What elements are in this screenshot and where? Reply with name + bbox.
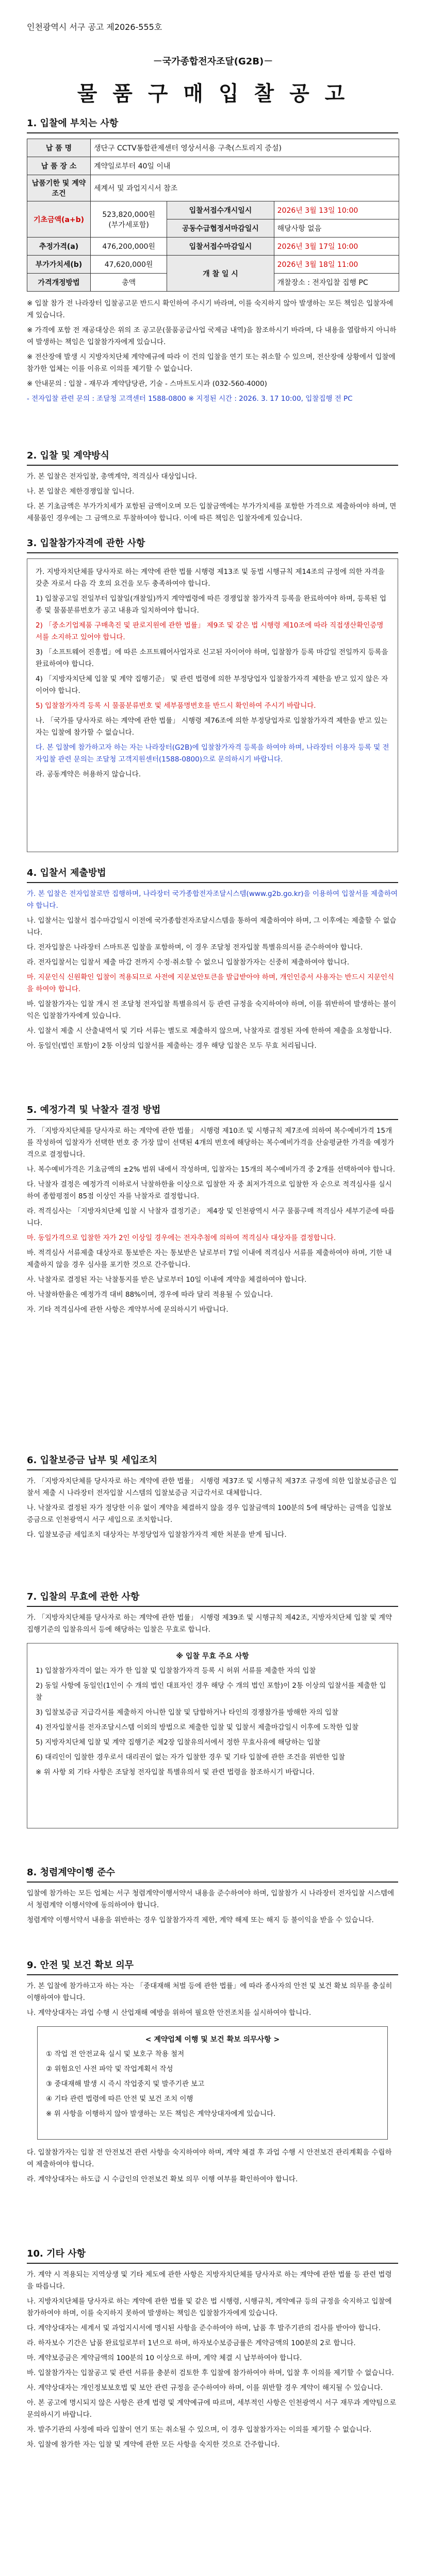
label-reg-end: 입찰서접수마감일시 [167, 238, 274, 256]
para-line: 사. 낙찰자로 결정된 자는 낙찰통지를 받은 날로부터 10일 이내에 계약을 체결하여야 합니다. [27, 1276, 307, 1284]
note-line: ※ 전산장애 발생 시 지방자치단체 계약예규에 따라 이 건의 입찰을 연기 또는 취소할 수 있으며, 전산장애 상황에서 입찰에 참가한 업체는 이를 이유로 이의를 제기할 수 없습니다. [27, 353, 396, 373]
box-line: 2) 동일 사항에 동일인(1인이 수 개의 법인 대표자인 경우 해당 수 개의 법인 포함)이 2통 이상의 입찰서를 제출한 입찰 [36, 1682, 386, 1702]
para-line: 나. 지방자치단체를 당사자로 하는 계약에 관한 법률 및 같은 법 시행령, 시행규칙, 계약예규 등의 규정을 숙지하고 입찰에 참가하여야 하며, 이를 숙지하지 못하여 발생하는 책임은 입찰참가자에게 있습니다. [27, 2297, 392, 2317]
box-line: 4) 전자입찰서를 전자조달시스템 이외의 방법으로 제출한 입찰 및 입찰서 제출마감일시 이후에 도착한 입찰 [36, 1723, 359, 1732]
value-place: 계약일로부터 40일 이내 [91, 157, 399, 175]
value-method: 총액 [91, 274, 167, 292]
para-line: 마. 계약보증금은 계약금액의 100분의 10 이상으로 하며, 계약 체결 시 납부하여야 합니다. [27, 2354, 302, 2362]
para-line: 사. 계약상대자는 개인정보보호법 및 보안 관련 규정을 준수하여야 하며, 이를 위반할 경우 계약이 해지될 수 있습니다. [27, 2384, 383, 2392]
section-3-heading: 3. 입찰참가자격에 관한 사항 [27, 536, 398, 553]
box-note: ※ 위 사항을 이행하지 않아 발생하는 모든 책임은 계약상대자에게 있습니다. [46, 2110, 276, 2118]
para-line: 마. 지문인식 신원확인 입찰이 적용되므로 사전에 지문보안토큰을 발급받아야 하며, 개인인증서 사용자는 반드시 지문인식을 하여야 합니다. [27, 973, 395, 993]
label-bond: 공동수급협정서마감일시 [167, 219, 274, 238]
para-line: 다. 낙찰자 결정은 예정가격 이하로서 낙찰하한율 이상으로 입찰한 자 중 최저가격으로 입찰한 자 순으로 적격심사를 실시하여 종합평점이 85점 이상인 자를 낙찰자로 결정합니다. [27, 1180, 392, 1200]
label-base: 기초금액(a+b) [27, 201, 91, 238]
label-name: 납 품 명 [27, 139, 91, 157]
para-line: 가. 「지방자치단체를 당사자로 하는 계약에 관한 법률」 시행령 제39조 및 시행규칙 제42조, 지방자치단체 입찰 및 계약 집행기준의 입찰유의서 등에 해당하는 입찰은 무효로 합니다. [27, 1614, 392, 1634]
invalid-bid-box [27, 1643, 398, 1828]
document-title: 물 품 구 매 입 찰 공 고 [77, 82, 349, 106]
note-line: ※ 입찰 참가 전 나라장터 입찰공고문 반드시 확인하여 주시기 바라며, 이를 숙지하지 않아 발생하는 모든 책임은 입찰자에게 있습니다. [27, 299, 394, 319]
section-8-heading: 8. 청렴계약이행 준수 [27, 1865, 398, 1883]
para-line: 가. 본 입찰에 참가하고자 하는 자는 「중대재해 처벌 등에 관한 법률」에 따라 종사자의 안전 및 보건 확보 의무를 충실히 이행하여야 합니다. [27, 1982, 392, 2002]
para-line: 다. 입찰참가자는 입찰 전 안전보건 관련 사항을 숙지하여야 하며, 계약 체결 후 과업 수행 시 안전보건 관리계획을 수립하여 제출하여야 합니다. [27, 2148, 392, 2168]
label-vat: 부가가치세(b) [27, 256, 91, 274]
box-line: ② 위험요인 사전 파악 및 작업계획서 작성 [46, 2065, 173, 2073]
section-3 [27, 536, 398, 852]
para-line: 아. 본 공고에 명시되지 않은 사항은 관계 법령 및 계약예규에 따르며, 세부적인 사항은 인천광역시 서구 재무과 계약팀으로 문의하시기 바랍니다. [27, 2399, 397, 2419]
safety-box-heading: < 계약업체 이행 및 보건 확보 의무사항 > [145, 2036, 280, 2044]
box-note: ※ 위 사항 외 기타 사항은 조달청 전자입찰 특별유의서 및 관련 법령을 참조하시기 바랍니다. [36, 1768, 315, 1776]
para-line: 나. 「국가를 당사자로 하는 계약에 관한 법률」 시행령 제76조에 의한 부정당업자로 입찰참가자격 제한을 받고 있는 자는 입찰에 참가할 수 없습니다. [36, 717, 388, 737]
para-line: 입찰에 참가하는 모든 업체는 서구 청렴계약이행서약서 내용을 준수하여야 하며, 입찰참가 시 나라장터 전자입찰 시스템에서 청렴계약 이행서약에 동의하여야 합니다. [27, 1889, 395, 1909]
section-1-notes [27, 298, 398, 405]
section-7 [27, 1589, 398, 1828]
section-4-heading: 4. 입찰서 제출방법 [27, 866, 398, 883]
para-line: 아. 낙찰하한율은 예정가격 대비 88%이며, 경우에 따라 달리 적용될 수 있습니다. [27, 1291, 273, 1299]
box-line: ③ 중대재해 발생 시 즉시 작업중지 및 발주기관 보고 [46, 2080, 205, 2088]
para-line: 가. 본 입찰은 전자입찰, 총액계약, 적격심사 대상입니다. [27, 472, 197, 481]
para-line: 라. 공동계약은 허용하지 않습니다. [36, 770, 141, 778]
para-line: 다. 전자입찰은 나라장터 스마트폰 입찰을 포함하며, 이 경우 조달청 전자입찰 특별유의서를 준수하여야 합니다. [27, 943, 363, 952]
section-6-heading: 6. 입찰보증금 납부 및 세입조치 [27, 1453, 398, 1470]
box-line: ① 작업 전 안전교육 실시 및 보호구 착용 철저 [46, 2050, 185, 2058]
para-line: 3) 「소프트웨어 진흥법」에 따른 소프트웨어사업자로 신고된 자이어야 하며, 입찰참가 등록 마감일 전일까지 등록을 완료하여야 합니다. [36, 648, 388, 668]
value-bond: 해당사항 없음 [274, 219, 399, 238]
box-line: ④ 기타 관련 법령에 따른 안전 및 보건 조치 이행 [46, 2095, 193, 2103]
para-line: 1) 입찰공고일 전일부터 입찰일(개찰일)까지 계약법령에 따른 경쟁입찰 참가자격 등록을 완료하여야 하며, 등록된 업종 및 물품분류번호가 공고 내용과 일치하여야 합니다. [36, 595, 387, 615]
value-reg-start: 2026년 3월 13일 10:00 [274, 201, 399, 219]
para-line: 사. 입찰서 제출 시 산출내역서 및 기타 서류는 별도로 제출하지 않으며, 낙찰자로 결정된 자에 한하여 제출을 요청합니다. [27, 1027, 392, 1035]
section-7-heading: 7. 입찰의 무효에 관한 사항 [27, 1589, 398, 1607]
para-line: 라. 계약상대자는 하도급 시 수급인의 안전보건 확보 의무 이행 여부를 확인하여야 합니다. [27, 2175, 298, 2183]
para-line: 마. 동일가격으로 입찰한 자가 2인 이상일 경우에는 전자추첨에 의하여 적격심사 대상자를 결정합니다. [27, 1234, 336, 1242]
bid-info-table [27, 139, 399, 292]
section-1 [27, 116, 398, 408]
value-open-place-text: 전자입찰 집행 PC [312, 279, 368, 287]
para-line: 라. 하자보수 기간은 납품 완료일로부터 1년으로 하며, 하자보수보증금률은 계약금액의 100분의 2로 합니다. [27, 2339, 356, 2347]
para-line: 바. 입찰참가자는 입찰 개시 전 조달청 전자입찰 특별유의서 등 관련 규정을 숙지하여야 하며, 이를 위반하여 발생하는 불이익은 입찰참가자에게 있습니다. [27, 1000, 397, 1020]
safety-obligation-box [37, 2026, 388, 2140]
section-3-box [27, 558, 398, 852]
para-line: 2) 「중소기업제품 구매촉진 및 판로지원에 관한 법률」 제9조 및 같은 법 시행령 제10조에 따라 직접생산확인증명서를 소지하고 있어야 합니다. [36, 621, 384, 641]
para-line: 가. 지방자치단체를 당사자로 하는 계약에 관한 법률 시행령 제13조 및 동법 시행규칙 제14조의 규정에 의한 자격을 갖춘 자로서 다음 각 호의 요건을 모두 충족하여야 합니다. [36, 568, 385, 588]
value-open-place: 개찰장소 : 전자입찰 집행 PC [274, 274, 399, 292]
section-4 [27, 866, 398, 1055]
label-place: 납 품 장 소 [27, 157, 91, 175]
section-9 [27, 1958, 398, 2189]
invalid-bid-box-heading: ※ 입찰 무효 주요 사항 [176, 1652, 249, 1660]
para-line: 나. 계약상대자는 과업 수행 시 산업재해 예방을 위하여 필요한 안전조치를 실시하여야 합니다. [27, 2009, 312, 2017]
section-9-heading: 9. 안전 및 보건 확보 의무 [27, 1958, 398, 1975]
label-period: 납품기한 및 계약조건 [27, 175, 91, 201]
note-line: ※ 가격에 포함 전 재공대상은 위의 조 공고문(물품공급사업 국제금 내역)을 참조하시기 바라며, 다 내용을 열람하지 아니하여 발생하는 책임은 입찰참가자에게 있습니다. [27, 326, 397, 346]
para-line: 5) 입찰참가자격 등록 시 물품분류번호 및 세부품명번호를 반드시 확인하여 주시기 바랍니다. [36, 702, 316, 710]
para-line: 나. 입찰서는 입찰서 접수마감일시 이전에 국가종합전자조달시스템을 통하여 제출하여야 하며, 그 이후에는 제출할 수 없습니다. [27, 917, 397, 937]
box-line: 6) 대리인이 입찰한 경우로서 대리권이 없는 자가 입찰한 경우 및 기타 입찰에 관한 조건을 위반한 입찰 [36, 1753, 345, 1761]
label-open-place: 개찰장소 [277, 279, 305, 287]
para-line: 청렴계약 이행서약서 내용을 위반하는 경우 입찰참가자격 제한, 계약 해제 또는 해지 등 불이익을 받을 수 있습니다. [27, 1916, 374, 1924]
para-line: 가. 「지방자치단체를 당사자로 하는 계약에 관한 법률」 시행령 제37조 및 시행규칙 제37조 규정에 의한 입찰보증금은 입찰서 제출 시 나라장터 전자입찰 시스템의 입찰보증금 지급각서로 대체합니다. [27, 1477, 397, 1497]
para-line: 4) 「지방자치단체 입찰 및 계약 집행기준」 및 관련 법령에 의한 부정당업자 입찰참가자격 제한을 받고 있지 않은 자이어야 합니다. [36, 675, 388, 695]
document-subtitle: －국가종합전자조달(G2B)－ [153, 56, 273, 67]
para-line: 아. 동일인(법인 포함)이 2통 이상의 입찰서를 제출하는 경우 해당 입찰은 모두 무효 처리됩니다. [27, 1042, 317, 1050]
para-line: 가. 「지방자치단체를 당사자로 하는 계약에 관한 법률」 시행령 제10조 및 시행규칙 제7조에 의하여 복수예비가격 15개를 작성하여 입찰자가 선택한 번호 중 가장 많이 선택된 4개의 번호에 해당하는 복수예비가격을 산술평균한 가격을 예정가격으로 결정합니다. [27, 1127, 394, 1159]
box-line: 5) 지방자치단체 입찰 및 계약 집행기준 제2장 입찰유의서에서 정한 무효사유에 해당하는 입찰 [36, 1738, 321, 1747]
value-est: 476,200,000원 [91, 238, 167, 256]
section-1-heading: 1. 입찰에 부치는 사항 [27, 116, 398, 133]
para-line: 나. 본 입찰은 제한경쟁입찰 입니다. [27, 487, 135, 496]
label-method: 가격개정방법 [27, 274, 91, 292]
para-line: 가. 본 입찰은 전자입찰로만 집행하며, 나라장터 국가종합전자조달시스템(www.g2b.go.kr)을 이용하여 입찰서를 제출하여야 합니다. [27, 890, 398, 910]
value-period: 세계서 및 과업지시서 참조 [91, 175, 399, 201]
value-reg-end: 2026년 3월 17일 10:00 [274, 238, 399, 256]
section-5-heading: 5. 예정가격 및 낙찰자 결정 방법 [27, 1103, 398, 1120]
para-line: 라. 적격심사는 「지방자치단체 입찰 시 낙찰자 결정기준」 제4장 및 인천광역시 서구 물품구매 적격심사 세부기준에 따릅니다. [27, 1207, 395, 1227]
value-base-amount: 523,820,000원 [102, 210, 155, 219]
section-9-after [27, 2147, 398, 2185]
para-line: 나. 복수예비가격은 기초금액의 ±2% 범위 내에서 작성하며, 입찰자는 15개의 복수예비가격 중 2개를 선택하여야 합니다. [27, 1165, 395, 1174]
section-2 [27, 448, 398, 528]
para-line: 다. 입찰보증금 세입조치 대상자는 부정당업자 입찰참가자격 제한 처분을 받게 됩니다. [27, 1531, 287, 1539]
para-line: 다. 계약상대자는 세계서 및 과업지시서에 명시된 사항을 준수하여야 하며, 납품 후 발주기관의 검사를 받아야 합니다. [27, 2324, 381, 2332]
para-line: 바. 입찰참가자는 입찰공고 및 관련 서류를 충분히 검토한 후 입찰에 참가하여야 하며, 입찰 후 이의를 제기할 수 없습니다. [27, 2369, 394, 2377]
value-name: 생단구 CCTV통합관제센터 영상서서용 구축(스토리지 증설) [91, 139, 399, 157]
label-open: 개 찰 일 시 [167, 256, 274, 292]
para-line: 다. 본 기초금액은 부가가치세가 포함된 금액이오며 모든 입찰금액에는 부가가치세를 포함한 가격으로 제출하여야 하며, 면세물품인 경우에는 그 금액으로 투찰하여야 합니다. 이에 따른 책임은 입찰자에게 있습니다. [27, 502, 397, 522]
note-line: - 전자입찰 관련 문의 : 조달청 고객센터 1588-0800 ※ 지정된 시간 : 2026. 3. 17 10:00, 입찰집행 전 PC [27, 395, 353, 403]
para-line: 다. 본 입찰에 참가하고자 하는 자는 나라장터(G2B)에 입찰참가자격 등록을 하여야 하며, 나라장터 이용자 등록 및 전자입찰 관련 문의는 조달청 고객지원센터(1588-0800)으로 문의하시기 바랍니다. [36, 743, 389, 764]
value-base-note: (부가세포함) [108, 221, 149, 229]
label-reg-start: 입찰서접수개시일시 [167, 201, 274, 219]
value-base [91, 201, 167, 238]
para-line: 자. 발주기관의 사정에 따라 입찰이 연기 또는 취소될 수 있으며, 이 경우 입찰참가자는 이의를 제기할 수 없습니다. [27, 2426, 372, 2434]
section-10-heading: 10. 기타 사항 [27, 2246, 398, 2264]
label-est: 추정가격(a) [27, 238, 91, 256]
notice-number: 인천광역시 서구 공고 제2026-555호 [27, 22, 162, 32]
box-line: 3) 입찰보증금 지급각서를 제출하지 아니한 입찰 및 담합하거나 타인의 경쟁참가를 방해한 자의 입찰 [36, 1708, 338, 1717]
section-2-heading: 2. 입찰 및 계약방식 [27, 448, 398, 466]
para-line: 나. 낙찰자로 결정된 자가 정당한 이유 없이 계약을 체결하지 않을 경우 입찰금액의 100분의 5에 해당하는 금액을 입찰보증금으로 인천광역시 서구 세입으로 조치합니다. [27, 1504, 392, 1524]
para-line: 차. 입찰에 참가한 자는 입찰 및 계약에 관한 모든 사항을 숙지한 것으로 간주합니다. [27, 2441, 280, 2449]
note-line: ※ 안내문의 : 입찰 - 재무과 계약담당관, 기술 - 스마트도시과 (032-560-4000) [27, 380, 267, 388]
section-6 [27, 1453, 398, 1544]
section-10 [27, 2246, 398, 2454]
para-line: 자. 기타 적격심사에 관한 사항은 계약부서에 문의하시기 바랍니다. [27, 1306, 228, 1314]
box-line: 1) 입찰참가자격이 없는 자가 한 입찰 및 입찰참가자격 등록 시 허위 서류를 제출한 자의 입찰 [36, 1667, 316, 1675]
para-line: 라. 전자입찰서는 입찰서 제출 마감 전까지 수정·취소할 수 없으니 입찰참가자는 신중히 제출하여야 합니다. [27, 958, 350, 967]
para-line: 가. 계약 시 적용되는 지역상생 및 기타 제도에 관한 사항은 지방자치단체를 당사자로 하는 계약에 관한 법률 등 관련 법령을 따릅니다. [27, 2270, 392, 2291]
para-line: 바. 적격심사 서류제출 대상자로 통보받은 자는 통보받은 날로부터 7일 이내에 적격심사 서류를 제출하여야 하며, 기한 내 제출하지 않을 경우 심사를 포기한 것으로 간주합니다. [27, 1249, 392, 1269]
value-open: 2026년 3월 18일 11:00 [274, 256, 399, 274]
value-vat: 47,620,000원 [91, 256, 167, 274]
section-5 [27, 1103, 398, 1319]
section-8 [27, 1865, 398, 1929]
